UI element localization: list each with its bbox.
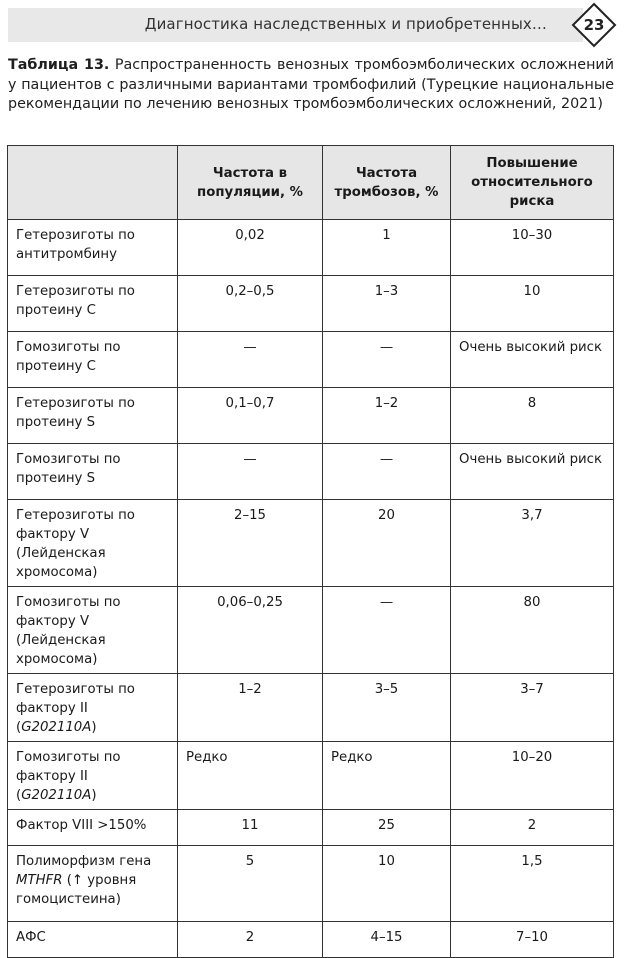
row-name-gene: G202110A	[21, 720, 92, 735]
table-row	[8, 220, 614, 276]
row-population-frequency: —	[178, 444, 323, 500]
table-row	[8, 922, 614, 958]
table-row	[8, 587, 614, 674]
row-thrombosis-frequency: 20	[323, 500, 451, 587]
row-relative-risk: Очень высокий риск	[451, 332, 614, 388]
row-name-prefix: Гетерозиготы по фактору II (	[16, 682, 135, 735]
row-relative-risk: 2	[451, 810, 614, 846]
row-name: Гетерозиготы по протеину S	[8, 388, 178, 444]
row-population-frequency: 0,02	[178, 220, 323, 276]
row-population-frequency: 2	[178, 922, 323, 958]
row-name: Гетерозиготы по протеину С	[8, 276, 178, 332]
row-name: Гомозиготы по протеину С	[8, 332, 178, 388]
row-name-prefix: Гомозиготы по фактору II (	[16, 750, 121, 803]
row-name-gene: MTHFR	[16, 873, 63, 888]
row-relative-risk: Очень высокий риск	[451, 444, 614, 500]
row-thrombosis-frequency: 1–2	[323, 388, 451, 444]
row-population-frequency: 0,06–0,25	[178, 587, 323, 674]
row-name: Гетерозиготы по фактору V (Лейденская хромосома)	[8, 500, 178, 587]
table-row	[8, 810, 614, 846]
table-header-row	[8, 146, 614, 220]
row-name	[8, 674, 178, 742]
running-header-title: Диагностика наследственных и приобретенных…	[144, 15, 547, 33]
header-cell-population-frequency: Частота в популяции, %	[178, 146, 323, 220]
row-relative-risk: 7–10	[451, 922, 614, 958]
row-name-suffix: )	[91, 720, 97, 735]
row-name-gene: G202110A	[21, 788, 92, 803]
row-population-frequency: 0,1–0,7	[178, 388, 323, 444]
table-row	[8, 388, 614, 444]
row-name: Гомозиготы по фактору V (Лейденская хромосома)	[8, 587, 178, 674]
row-name-prefix: Полиморфизм гена	[16, 854, 152, 869]
running-header	[0, 0, 625, 52]
row-population-frequency: 5	[178, 846, 323, 922]
row-relative-risk: 3,7	[451, 500, 614, 587]
table-row	[8, 444, 614, 500]
row-name: Гетерозиготы по антитромбину	[8, 220, 178, 276]
row-thrombosis-frequency: —	[323, 587, 451, 674]
row-thrombosis-frequency: 1–3	[323, 276, 451, 332]
row-population-frequency: —	[178, 332, 323, 388]
table-row	[8, 742, 614, 810]
row-population-frequency: 2–15	[178, 500, 323, 587]
row-population-frequency: 0,2–0,5	[178, 276, 323, 332]
row-relative-risk: 3–7	[451, 674, 614, 742]
table-caption-text: Распространенность венозных тромбоэмболических осложнений у пациентов с различными вариантами тромбофилий (Турецкие национальные рекомендации по лечению венозных тромбоэмболических осложнений, 2021)	[8, 57, 614, 112]
row-name-suffix: (↑ уровня гомоцистеина)	[16, 873, 137, 907]
row-thrombosis-frequency: 3–5	[323, 674, 451, 742]
table-caption	[8, 56, 614, 115]
row-population-frequency: 11	[178, 810, 323, 846]
row-name: Фактор VIII >150%	[8, 810, 178, 846]
row-thrombosis-frequency: 4–15	[323, 922, 451, 958]
row-population-frequency: Редко	[178, 742, 323, 810]
row-name: Гомозиготы по протеину S	[8, 444, 178, 500]
row-thrombosis-frequency: 10	[323, 846, 451, 922]
row-thrombosis-frequency: 1	[323, 220, 451, 276]
row-relative-risk: 8	[451, 388, 614, 444]
header-cell-relative-risk: Повышение относительного риска	[451, 146, 614, 220]
row-thrombosis-frequency: Редко	[323, 742, 451, 810]
row-name	[8, 742, 178, 810]
table-row	[8, 276, 614, 332]
row-relative-risk: 10–20	[451, 742, 614, 810]
row-population-frequency: 1–2	[178, 674, 323, 742]
header-cell-thrombosis-frequency: Частота тромбозов, %	[323, 146, 451, 220]
table-row	[8, 674, 614, 742]
row-relative-risk: 80	[451, 587, 614, 674]
row-name-suffix: )	[91, 788, 97, 803]
row-relative-risk: 1,5	[451, 846, 614, 922]
row-name: АФС	[8, 922, 178, 958]
table-caption-label: Таблица 13.	[8, 57, 110, 73]
row-relative-risk: 10	[451, 276, 614, 332]
table-row	[8, 846, 614, 922]
row-thrombosis-frequency: —	[323, 332, 451, 388]
row-thrombosis-frequency: 25	[323, 810, 451, 846]
table-row	[8, 332, 614, 388]
header-cell-empty	[8, 146, 178, 220]
row-relative-risk: 10–30	[451, 220, 614, 276]
thrombophilia-table	[7, 145, 614, 958]
page-number: 23	[583, 16, 605, 34]
table-row	[8, 500, 614, 587]
row-thrombosis-frequency: —	[323, 444, 451, 500]
row-name	[8, 846, 178, 922]
